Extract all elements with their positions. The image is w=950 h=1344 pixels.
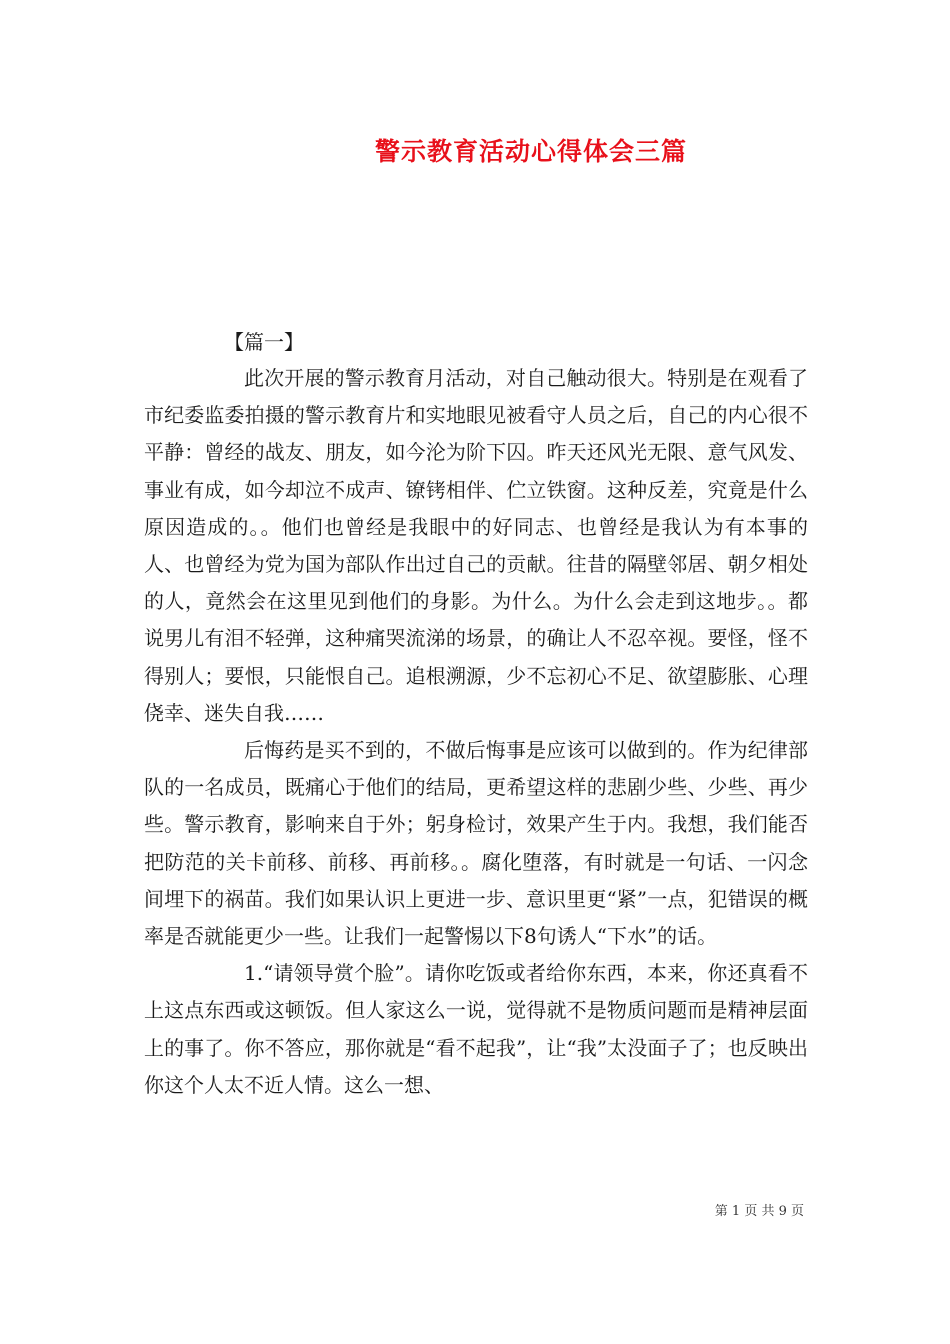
paragraph-2: 后悔药是买不到的，不做后悔事是应该可以做到的。作为纪律部队的一名成员，既痛心于他们的结局，更希望这样的悲剧少些、少些、再少些。警示教育，影响来自于外；躬身检讨，效果产生于内。我想，我们能否把防范的关卡前移、前移、再前移。。腐化堕落，有时就是一句话、一闪念间埋下的祸苗。我们如果认识上更进一步、意识里更“紧”一点，犯错误的概率是否就能更少一些。让我们一起警惕以下8句诱人“下水”的话。 (144, 738, 808, 949)
page-number-footer: 第 1 页 共 9 页 (714, 1204, 804, 1219)
section-label: 【篇一】 (224, 330, 304, 354)
paragraph-1: 此次开展的警示教育月活动，对自己触动很大。特别是在观看了市纪委监委拍摄的警示教育片和实地眼见被看守人员之后，自己的内心很不平静：曾经的战友、朋友，如今沦为阶下囚。昨天还风光无限、意气风发、事业有成，如今却泣不成声、镣铐相伴、伫立铁窗。这种反差，究竟是什么原因造成的。。他们也曾经是我眼中的好同志、也曾经是我认为有本事的人、也曾经为党为国为部队作出过自己的贡献。往昔的隔壁邻居、朝夕相处的人，竟然会在这里见到他们的身影。为什么。为什么会走到这地步。。都说男儿有泪不轻弹，这种痛哭流涕的场景，的确让人不忍卒视。要怪，怪不得别人；要恨，只能恨自己。追根溯源，少不忘初心不足、欲望膨胀、心理侥幸、迷失自我…… (144, 366, 808, 725)
paragraph-3: 1.“请领导赏个脸”。请你吃饭或者给你东西，本来，你还真看不上这点东西或这顿饭。但人家这么一说，觉得就不是物质问题而是精神层面上的事了。你不答应，那你就是“看不起我”，让“我”太没面子了；也反映出你这个人太不近人情。这么一想、 (144, 961, 808, 1097)
document-body (144, 360, 808, 1104)
document-title: 警示教育活动心得体会三篇 (374, 137, 687, 166)
